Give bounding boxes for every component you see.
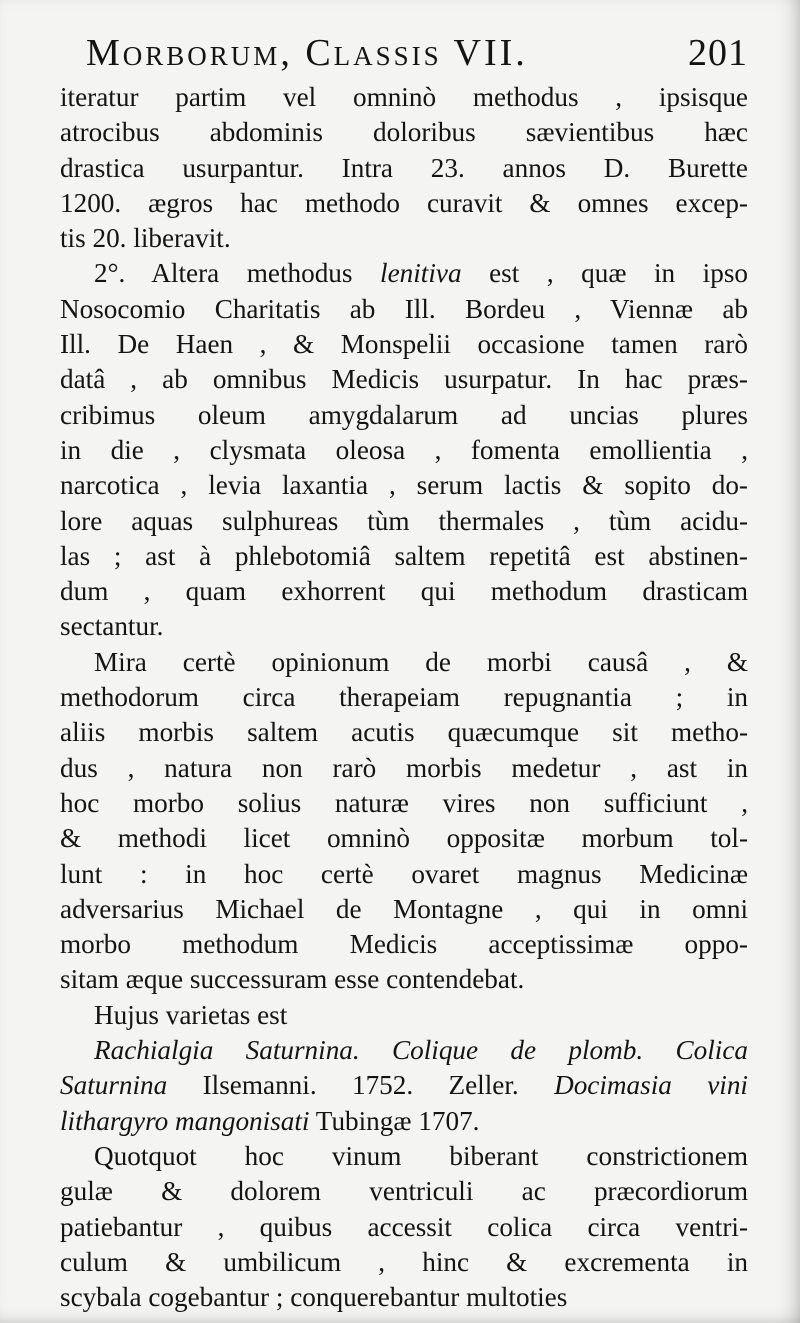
paragraph xyxy=(60,1139,748,1315)
italic-text: Docimasia vini xyxy=(554,1070,748,1101)
text-line xyxy=(60,433,748,468)
roman-text: sectantur. xyxy=(60,611,164,642)
roman-text: Mira certè opinionum de morbi causâ , & xyxy=(94,646,748,677)
text-line xyxy=(60,504,748,539)
roman-text: tis 20. liberavit. xyxy=(60,223,231,254)
roman-text: patiebantur , quibus accessit colica circa ventri- xyxy=(60,1211,748,1242)
text-line xyxy=(60,998,748,1033)
roman-text: est , quæ in ipso xyxy=(461,258,748,289)
running-title: Morborum, Classis VII. xyxy=(86,32,528,74)
roman-text: aliis morbis saltem acutis quæcumque sit metho- xyxy=(60,717,748,748)
text-line xyxy=(60,186,748,221)
roman-text: drastica usurpantur. Intra 23. annos D. Burette xyxy=(60,152,748,183)
italic-text: lenitiva xyxy=(380,258,462,289)
roman-text: Ill. De Haen , & Monspelii occasione tamen rarò xyxy=(60,329,748,360)
roman-text: atrocibus abdominis doloribus sævientibus hæc xyxy=(60,117,748,148)
roman-text: Hujus varietas est xyxy=(94,999,288,1030)
text-line xyxy=(60,962,748,997)
roman-text: Ilsemanni. 1752. Zeller. xyxy=(167,1070,555,1101)
text-line xyxy=(60,857,748,892)
roman-text: lore aquas sulphureas tùm thermales , tùm acidu- xyxy=(60,505,748,536)
text-line xyxy=(60,1210,748,1245)
text-line xyxy=(60,1245,748,1280)
text-line xyxy=(60,292,748,327)
roman-text: culum & umbilicum , hinc & excrementa in xyxy=(60,1246,748,1277)
roman-text: lunt : in hoc certè ovaret magnus Medicinæ xyxy=(60,858,748,889)
text-line xyxy=(60,80,748,115)
roman-text: Quotquot hoc vinum biberant constrictionem xyxy=(94,1140,748,1171)
roman-text: hoc morbo solius naturæ vires non sufficiunt , xyxy=(60,787,748,818)
text-line xyxy=(60,1033,748,1068)
text-line xyxy=(60,609,748,644)
paragraph xyxy=(60,1033,748,1139)
roman-text: datâ , ab omnibus Medicis usurpatur. In hac præs- xyxy=(60,364,748,395)
roman-text: morbo methodum Medicis acceptissimæ oppo- xyxy=(60,929,748,960)
text-line xyxy=(60,1068,748,1103)
text-line xyxy=(60,327,748,362)
roman-text: dus , natura non rarò morbis medetur , ast in xyxy=(60,752,748,783)
roman-text: iteratur partim vel omninò methodus , ipsisque xyxy=(60,82,748,112)
text-line xyxy=(60,680,748,715)
text-line xyxy=(60,468,748,503)
roman-text: Tubingæ 1707. xyxy=(309,1105,480,1136)
text-line xyxy=(60,1139,748,1174)
roman-text: las ; ast à phlebotomiâ saltem repetitâ est abstinen- xyxy=(60,540,748,571)
paragraph xyxy=(60,998,748,1033)
text-line xyxy=(60,927,748,962)
roman-text: methodorum circa therapeiam repugnantia ; in xyxy=(60,682,748,713)
roman-text: adversarius Michael de Montagne , qui in omni xyxy=(60,893,748,924)
roman-text: gulæ & dolorem ventriculi ac præcordiorum xyxy=(60,1176,748,1207)
paragraph xyxy=(60,80,748,256)
text-line xyxy=(60,539,748,574)
text-line xyxy=(60,398,748,433)
paragraph xyxy=(60,645,748,998)
page-number: 201 xyxy=(688,32,748,74)
text-line xyxy=(60,574,748,609)
text-line xyxy=(60,151,748,186)
text-line xyxy=(60,221,748,256)
roman-text: Nosocomio Charitatis ab Ill. Bordeu , Viennæ ab xyxy=(60,293,748,324)
roman-text: dum , quam exhorrent qui methodum drasticam xyxy=(60,576,748,607)
roman-text: narcotica , levia laxantia , serum lactis & sopito do- xyxy=(60,470,748,501)
italic-text: lithargyro mangonisati xyxy=(60,1105,310,1136)
roman-text: & methodi licet omninò oppositæ morbum tol- xyxy=(60,823,748,854)
text-line xyxy=(60,256,748,291)
roman-text: in die , clysmata oleosa , fomenta emollientia , xyxy=(60,434,748,465)
roman-text: scybala cogebantur ; conquerebantur multoties xyxy=(60,1282,568,1313)
text-line xyxy=(60,786,748,821)
italic-text: Rachialgia Saturnina. Colique de plomb. Colica xyxy=(94,1035,748,1066)
text-line xyxy=(60,1174,748,1209)
running-header xyxy=(86,30,748,76)
roman-text: sitam æque successuram esse contendebat. xyxy=(60,964,525,995)
paragraph xyxy=(60,256,748,644)
text-line xyxy=(60,645,748,680)
text-line xyxy=(60,362,748,397)
body-text xyxy=(60,80,748,1315)
text-line xyxy=(60,1104,748,1139)
roman-text: cribimus oleum amygdalarum ad uncias plures xyxy=(60,399,748,430)
italic-text: Saturnina xyxy=(60,1070,168,1101)
text-line xyxy=(60,821,748,856)
text-line xyxy=(60,1280,748,1315)
text-line xyxy=(60,715,748,750)
text-line xyxy=(60,115,748,150)
text-line xyxy=(60,751,748,786)
roman-text: 1200. ægros hac methodo curavit & omnes excep- xyxy=(60,187,748,218)
text-line xyxy=(60,892,748,927)
roman-text: 2°. Altera methodus xyxy=(94,258,381,289)
